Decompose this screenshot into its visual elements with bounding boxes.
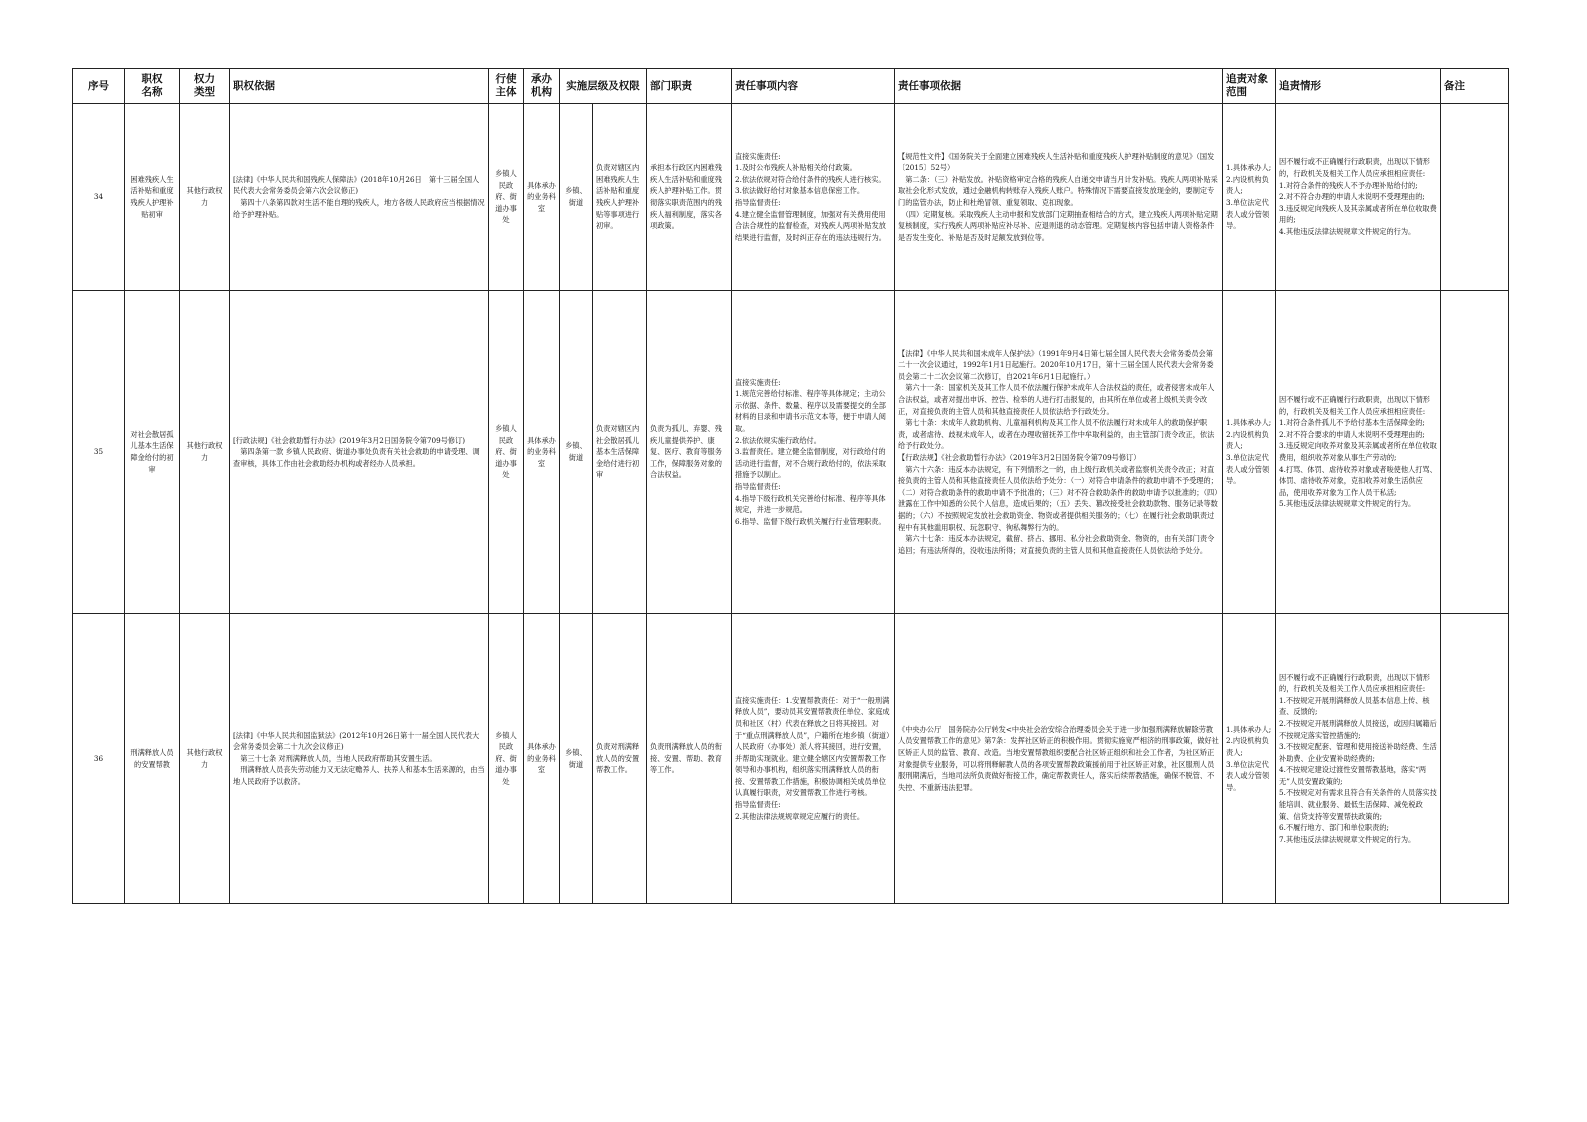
cell-level-detail: 负责对辖区内社会散居孤儿基本生活保障金给付进行初审: [593, 291, 647, 614]
cell-subject: 乡镇人民政府、街道办事处: [489, 614, 524, 904]
cell-level: 乡镇、街道: [560, 291, 593, 614]
header-basis: 职权依据: [230, 69, 489, 104]
header-resp-content: 责任事项内容: [732, 69, 895, 104]
cell-type: 其他行政权力: [180, 614, 230, 904]
header-resp-basis: 责任事项依据: [895, 69, 1223, 104]
cell-basis: [行政法规]《社会救助暂行办法》(2019年3月2日国务院令第709号修订) 第四条第一款 乡镇人民政府、街道办事处负责有关社会救助的申请受理、调查审核，具体工作由社会救助经办机构或者经办人员承担。: [230, 291, 489, 614]
cell-name: 困难残疾人生活补贴和重度残疾人护理补贴初审: [125, 104, 180, 291]
cell-basis: [法律]《中华人民共和国监狱法》(2012年10月26日第十一届全国人民代表大会常务委员会第二十九次会议修正) 第三十七条 对刑满释放人员，当地人民政府帮助其安置生活。 刑满释放人员丧失劳动能力又无法定赡养人、扶养人和基本生活来源的，由当地人民政府予以救济。: [230, 614, 489, 904]
cell-resp-basis: 【法律】《中华人民共和国未成年人保护法》（1991年9月4日第七届全国人民代表大会常务委员会第二十一次会议通过，1992年1月1日起施行。2020年10月17日，第十三届全国人民代表大会常务委员会第二十二次会议第二次修订，自2021年6月1日起施行。） 第六十一条：国家机关及其工作人员不依法履行保护未成年人合法权益的责任，或者侵害未成年人合法权益，或者对提出申诉、控告、检举的人进行打击报复的，由其所在单位或者上级机关责令改正，对直接负责的主管人员和其他直接责任人员依法给予行政处分。 第七十条：未成年人救助机构、儿童福利机构及其工作人员不依法履行对未成年人的救助保护职责，或者虐待、歧视未成年人，或者在办理收留抚养工作中牟取利益的，由主管部门责令改正，依法给予行政处分。 【行政法规】《社会救助暂行办法》（2019年3月2日国务院令第709号修订） 第六十六条：违反本办法规定，有下列情形之一的，由上级行政机关或者监察机关责令改正；对直接负责的主管人员和其他直接责任人员依法给予处分：（一）对符合申请条件的救助申请不予受理的；（二）对符合救助条件的救助申请不予批准的；（三）对不符合救助条件的救助申请予以批准的；（四）泄露在工作中知悉的公民个人信息，造成后果的；（五）丢失、篡改接受社会救助款物、服务记录等数据的；（六）不按照规定发放社会救助资金、物资或者提供相关服务的；（七）在履行社会救助职责过程中有其他滥用职权、玩忽职守、徇私舞弊行为的。 第六十七条：违反本办法规定，截留、挤占、挪用、私分社会救助资金、物资的，由有关部门责令追回；有违法所得的，没收违法所得；对直接负责的主管人员和其他直接责任人员依法给予处分。: [895, 291, 1223, 614]
cell-circumstances: 因不履行或不正确履行行政职责，出现以下情形的，行政机关及相关工作人员应承担相应责任: 1.不按规定开展刑满释放人员基本信息上传、核查、反馈的; 2.不按规定开展刑满释放人员接送，或因归属籍后不按规定落实管控措施的; 3.不按规定配套、管理和使用接送补助经费、生活补助费、企业安置补助经费的; 4.不按规定建设过渡性安置帮教基地，落实“两无”人员安置政策的; 5.不按规定对有需求且符合有关条件的人员落实技能培训、就业服务、最低生活保障、减免税政策、信贷支持等安置帮扶政策的; 6.不履行地方、部门和单位职责的; 7.其他违反法律法规规章文件规定的行为。: [1276, 614, 1441, 904]
cell-org: 具体承办的业务科室: [524, 291, 560, 614]
cell-dept: 负责为孤儿、弃婴、残疾儿童提供养护、康复、医疗、教育等服务工作，保障服务对象的合法权益。: [647, 291, 732, 614]
cell-level: 乡镇、街道: [560, 104, 593, 291]
header-remark: 备注: [1441, 69, 1509, 104]
cell-remark: [1441, 291, 1509, 614]
cell-remark: [1441, 614, 1509, 904]
cell-circumstances: 因不履行或不正确履行行政职责，出现以下情形的，行政机关及相关工作人员应承担相应责任: 1.对符合条件的残疾人不予办理补贴给付的; 2.对不符合办理的申请人未说明不受理理由的; 3.违反规定向残疾人及其亲属或者所在单位收取费用的; 4.其他违反法律法规规章文件规定的行为。: [1276, 104, 1441, 291]
cell-scope: 1.具体承办人; 2.内设机构负责人; 3.单位法定代表人或分管领导。: [1223, 104, 1276, 291]
header-type: 权力 类型: [180, 69, 230, 104]
cell-org: 具体承办的业务科室: [524, 614, 560, 904]
cell-level: 乡镇、街道: [560, 614, 593, 904]
header-dept: 部门职责: [647, 69, 732, 104]
cell-resp-basis: 【规范性文件】《国务院关于全面建立困难残疾人生活补贴和重度残疾人护理补贴制度的意见》（国发〔2015〕52号） 第二条：（三）补贴发放。补贴资格审定合格的残疾人自递交申请当月计发补贴。残疾人两项补贴采取社会化形式发放，通过金融机构转账存入残疾人账户。特殊情况下需要直接发放现金的，要制定专门的监管办法，防止和杜绝冒领、重复领取、克扣现象。 （四）定期复核。采取残疾人主动申报和发放部门定期抽查相结合的方式，建立残疾人两项补贴定期复核制度，实行残疾人两项补贴应补尽补、应退则退的动态管理。定期复核内容包括申请人资格条件是否发生变化、补贴是否及时足额发放到位等。: [895, 104, 1223, 291]
cell-subject: 乡镇人民政府、街道办事处: [489, 104, 524, 291]
cell-level-detail: 负责对刑满释放人员的安置帮教工作。: [593, 614, 647, 904]
power-list-table: [72, 68, 1509, 904]
cell-name: 对社会散居孤儿基本生活保障金给付的初审: [125, 291, 180, 614]
cell-dept: 承担本行政区内困难残疾人生活补贴和重度残疾人护理补贴工作。贯彻落实职责范围内的残疾人福利制度，落实各项政策。: [647, 104, 732, 291]
table-row: [73, 614, 1509, 904]
cell-subject: 乡镇人民政府、街道办事处: [489, 291, 524, 614]
cell-basis: [法律]《中华人民共和国残疾人保障法》(2018年10月26日 第十三届全国人民代表大会常务委员会第六次会议修正) 第四十八条第四款对生活不能自理的残疾人，地方各级人民政府应当根据情况给予护理补贴。: [230, 104, 489, 291]
cell-org: 具体承办的业务科室: [524, 104, 560, 291]
header-name: 职权 名称: [125, 69, 180, 104]
document-page: [72, 68, 1508, 904]
cell-level-detail: 负责对辖区内困难残疾人生活补贴和重度残疾人护理补贴等事项进行初审。: [593, 104, 647, 291]
cell-type: 其他行政权力: [180, 104, 230, 291]
table-header-row: [73, 69, 1509, 104]
cell-scope: 1.具体承办人; 2.内设机构负责人; 3.单位法定代表人或分管领导。: [1223, 291, 1276, 614]
cell-resp-content: 直接实施责任: 1.及时公布残疾人补贴相关给付政策。 2.依法依规对符合给付条件的残疾人进行核实。 3.依法做好给付对象基本信息保密工作。 指导监督责任: 4.建立健全监督管理制度，加强对有关费用使用合法合规性的监督检查，对残疾人两项补贴发放结果进行监督，及时纠正存在的违法违规行为。: [732, 104, 895, 291]
cell-seq: 34: [73, 104, 125, 291]
cell-name: 刑满释放人员的安置帮教: [125, 614, 180, 904]
cell-resp-content: 直接实施责任: 1.规范完善给付标准、程序等具体规定；主动公示依据、条件、数量、程序以及需要提交的全部材料的目录和申请书示范文本等，便于申请人阅取。 2.依法依规实施行政给付。 3.监督责任。建立健全监督制度，对行政给付的活动进行监督，对不合规行政给付的，依法采取措施予以制止。 指导监督责任: 4.指导下级行政机关完善给付标准、程序等具体规定，并进一步规范。 6.指导、监督下级行政机关履行行业管理职责。: [732, 291, 895, 614]
cell-seq: 36: [73, 614, 125, 904]
cell-resp-content: 直接实施责任：1.安置帮教责任：对于“一般刑满释放人员”，要动员其安置帮教责任单位、家庭成员和社区（村）代表在释放之日将其接回。对于“重点刑满释放人员”，户籍所在地乡镇（街道）人民政府（办事处）派人将其接回，进行安置，并帮助实现就业。建立健全辖区内安置帮教工作领导和办事机构，组织落实刑满释放人员的衔接、安置帮教工作措施，积极协调相关成员单位认真履行职责，对安置帮教工作进行考核。 指导监督责任: 2.其他法律法规规章规定应履行的责任。: [732, 614, 895, 904]
cell-resp-basis: 《中央办公厅 国务院办公厅转发<中央社会治安综合治理委员会关于进一步加强刑满释放解除劳教人员安置帮教工作的意见》第7条：发挥社区矫正的积极作用。贯彻实施宽严相济的刑事政策，做好社区矫正人员的监管、教育、改造。当地安置帮教组织要配合社区矫正组织和社会工作者，为社区矫正对象提供专业服务，可以将刑释解教人员的各项安置帮教政策援前用于社区矫正对象，社区服刑人员服刑期满后，当地司法所负责做好衔接工作，确定帮教责任人，落实后续帮教措施，确保不脱管、不失控、不重新违法犯罪。: [895, 614, 1223, 904]
header-subject: 行使 主体: [489, 69, 524, 104]
header-scope: 追责对象 范围: [1223, 69, 1276, 104]
header-level: 实施层级及权限: [560, 69, 647, 104]
cell-type: 其他行政权力: [180, 291, 230, 614]
header-seq: 序号: [73, 69, 125, 104]
cell-dept: 负责刑满释放人员的衔接、安置、帮助、教育等工作。: [647, 614, 732, 904]
cell-remark: [1441, 104, 1509, 291]
header-circumstances: 追责情形: [1276, 69, 1441, 104]
cell-circumstances: 因不履行或不正确履行行政职责，出现以下情形的，行政机关及相关工作人员应承担相应责任: 1.对符合条件孤儿不予给付基本生活保障金的; 2.对不符合要求的申请人未说明不受理理由的; 3.违反规定向收养对象及其亲属或者所在单位收取费用，组织收养对象从事生产劳动的; 4.打骂、体罚、虐待收养对象或者唆使他人打骂、体罚、虐待收养对象，克扣收养对象生活供应品，使用收养对象为工作人员干私活; 5.其他违反法律法规规章文件规定的行为。: [1276, 291, 1441, 614]
table-row: [73, 291, 1509, 614]
cell-seq: 35: [73, 291, 125, 614]
header-org: 承办 机构: [524, 69, 560, 104]
table-row: [73, 104, 1509, 291]
cell-scope: 1.具体承办人; 2.内设机构负责人; 3.单位法定代表人或分管领导。: [1223, 614, 1276, 904]
